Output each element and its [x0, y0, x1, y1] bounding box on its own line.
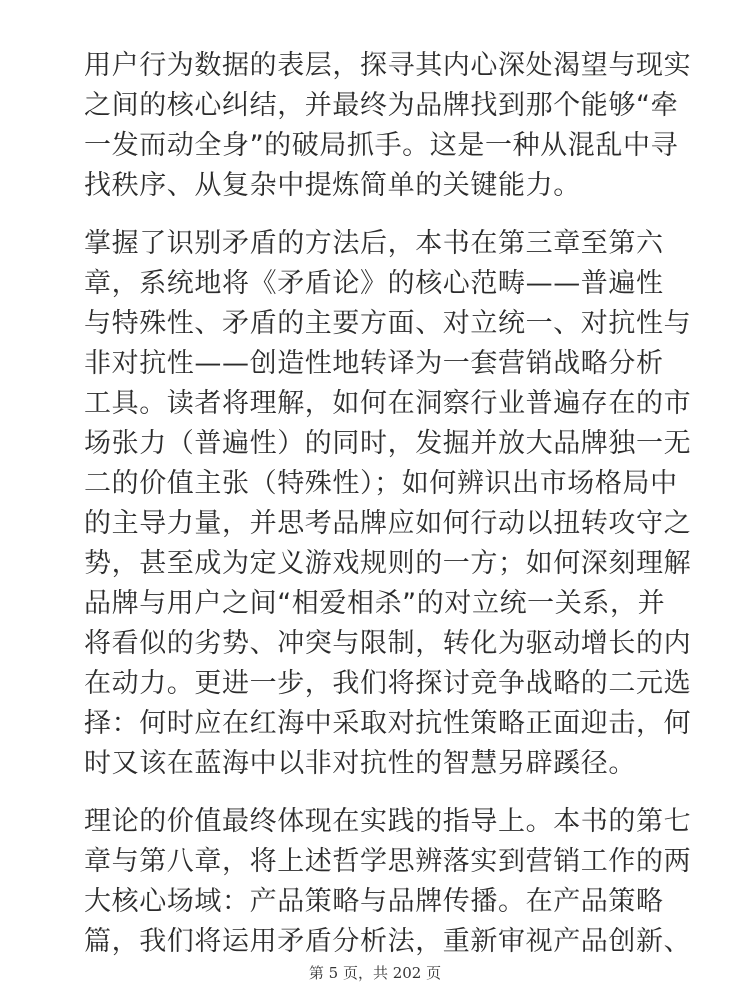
page-number: 第 5 页，共 202 页 [308, 964, 442, 982]
text-line: 找秩序、从复杂中提炼简单的关键能力。 [84, 170, 581, 201]
text-line: 在动力。更进一步，我们将探讨竞争战略的二元选 [84, 668, 692, 699]
text-line: 之间的核心纠结，并最终为品牌找到那个能够“牵 [84, 90, 679, 121]
text-line: 工具。读者将理解，如何在洞察行业普遍存在的市 [84, 388, 692, 419]
text-line: 章与第八章，将上述哲学思辨落实到营销工作的两 [84, 846, 692, 877]
text-line: 一发而动全身”的破局抓手。这是一种从混乱中寻 [84, 130, 679, 161]
text-line: 时又该在蓝海中以非对抗性的智慧另辟蹊径。 [84, 748, 636, 779]
text-line: 场张力（普遍性）的同时，发掘并放大品牌独一无 [84, 428, 692, 459]
text-line: 二的价值主张（特殊性）；如何辨识出市场格局中 [84, 468, 678, 499]
text-line: 大核心场域：产品策略与品牌传播。在产品策略 [84, 886, 664, 917]
text-line: 章，系统地将《矛盾论》的核心范畴——普遍性 [84, 268, 664, 299]
body-text [84, 46, 692, 980]
text-line: 品牌与用户之间“相爱相杀”的对立统一关系，并 [84, 588, 666, 619]
paragraph-1 [84, 46, 692, 206]
text-line: 掌握了识别矛盾的方法后，本书在第三章至第六 [84, 228, 664, 259]
text-line: 理论的价值最终体现在实践的指导上。本书的第七 [84, 806, 692, 837]
text-line: 与特殊性、矛盾的主要方面、对立统一、对抗性与 [84, 308, 692, 339]
text-line: 的主导力量，并思考品牌应如何行动以扭转攻守之 [84, 508, 692, 539]
paragraph-2 [84, 224, 692, 784]
text-line: 将看似的劣势、冲突与限制，转化为驱动增长的内 [84, 628, 692, 659]
paragraph-3 [84, 802, 692, 962]
text-line: 择：何时应在红海中采取对抗性策略正面迎击，何 [84, 708, 692, 739]
text-line: 用户行为数据的表层，探寻其内心深处渴望与现实 [84, 50, 692, 81]
text-line: 篇，我们将运用矛盾分析法，重新审视产品创新、 [84, 926, 692, 957]
text-line: 势，甚至成为定义游戏规则的一方；如何深刻理解 [84, 548, 692, 579]
text-line: 非对抗性——创造性地转译为一套营销战略分析 [84, 348, 664, 379]
